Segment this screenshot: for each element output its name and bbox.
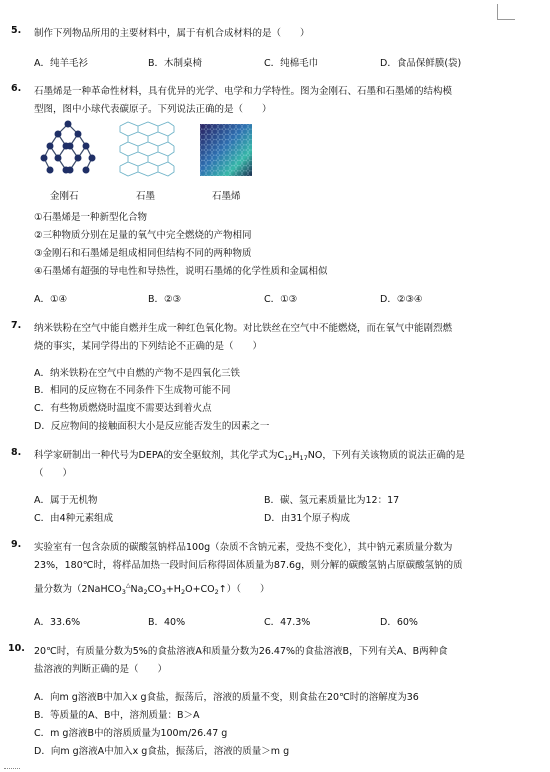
option-c: C．47.3% xyxy=(264,617,311,628)
option-d: D．60% xyxy=(380,617,418,628)
option-a: A．向m g溶液B中加入x g食盐，振荡后，溶液的质量不变，则食盐在20℃时的溶解度为36 xyxy=(34,692,419,703)
statement-1: ①石墨烯是一种新型化合物 xyxy=(34,212,148,223)
question-number: 6. xyxy=(11,83,22,94)
option-a: A．纯羊毛衫 xyxy=(34,58,88,69)
question-stem-line-1: 实验室有一包含杂质的碳酸氢钠样品100g（杂质不含钠元素，受热不变化），其中钠元素质量分数为 xyxy=(34,542,453,553)
diamond-structure-image xyxy=(38,118,98,178)
option-a: A．属于无机物 xyxy=(34,495,98,506)
option-c: C．m g溶液B中的溶质质量为100m/26.47 g xyxy=(34,728,228,739)
option-a: A．33.6% xyxy=(34,617,81,628)
question-stem-line-1: 科学家研制出一种代号为DEPA的安全驱蚊剂，其化学式为$C_{12}H_{17}NO$，下列有关该物质的说法正确的是 xyxy=(34,450,465,462)
page-footer-mark xyxy=(4,765,20,769)
graphite-structure-image xyxy=(116,118,178,180)
option-c: C．①③ xyxy=(264,294,298,305)
option-b: B．40% xyxy=(148,617,186,628)
option-b: B．碳、氢元素质量比为12：17 xyxy=(264,495,400,506)
question-stem-line-1: 20℃时，有质量分数为5%的食盐溶液A和质量分数为26.47%的食盐溶液B，下列有关A、B两种食 xyxy=(34,646,448,657)
option-a: A．①④ xyxy=(34,294,68,305)
question-number: 8. xyxy=(11,447,22,458)
option-d: D．由31个原子构成 xyxy=(264,513,350,524)
question-number: 9. xyxy=(11,539,22,550)
question-stem-line-1: 纳米铁粉在空气中能自燃并生成一种红色氧化物。对比铁丝在空气中不能燃烧，而在氧气中能剧烈燃 xyxy=(34,323,453,334)
option-a: A．纳米铁粉在空气中自燃的产物不是四氧化三铁 xyxy=(34,368,240,379)
option-d: D．向m g溶液A中加入x g食盐，振荡后，溶液的质量＞m g xyxy=(34,746,290,757)
option-c: C．有些物质燃烧时温度不需要达到着火点 xyxy=(34,403,212,414)
question-number: 10. xyxy=(8,643,25,654)
question-stem-line-2: （ ） xyxy=(34,468,73,479)
option-c: C．由4种元素组成 xyxy=(34,513,114,524)
question-stem-line-2: 盐溶液的判断正确的是（ ） xyxy=(34,664,168,675)
option-b: B．②③ xyxy=(148,294,182,305)
caption-graphite: 石墨 xyxy=(136,191,156,202)
option-d: D．食品保鲜膜(袋) xyxy=(380,58,462,69)
question-number: 5. xyxy=(11,25,22,36)
option-c: C．纯棉毛巾 xyxy=(264,58,319,69)
question-stem: 制作下列物品所用的主要材料中，属于有机合成材料的是（ ） xyxy=(34,28,310,39)
question-stem-line-2: 型图，图中小球代表碳原子。下列说法正确的是（ ） xyxy=(34,104,272,115)
heat-triangle-icon: △ xyxy=(125,582,131,589)
statement-3: ③金刚石和石墨烯是组成相同但结构不同的两种物质 xyxy=(34,248,252,259)
option-b: B．等质量的A、B中，溶剂质量：B＞A xyxy=(34,710,200,721)
caption-diamond: 金刚石 xyxy=(50,191,79,202)
option-d: D．反应物间的接触面积大小是反应能否发生的因素之一 xyxy=(34,421,270,432)
option-b: B．木制桌椅 xyxy=(148,58,203,69)
option-d: D．②③④ xyxy=(380,294,423,305)
option-b: B．相同的反应物在不同条件下生成物可能不同 xyxy=(34,385,231,396)
question-stem-line-2: 23%，180℃时，将样品加热一段时间后称得固体质量为87.6g，则分解的碳酸氢钠占原碳酸氢钠的质 xyxy=(34,560,463,571)
page-corner-mark xyxy=(497,4,515,20)
question-stem-line-3: 量分数为$(2NaHCO_3^\triangle Na_2CO_3+H_2O+CO_2↑)$（ ） xyxy=(34,582,270,596)
question-stem-line-2: 烧的事实，某同学得出的下列结论不正确的是（ ） xyxy=(34,341,263,352)
question-number: 7. xyxy=(11,320,22,331)
statement-2: ②三种物质分别在足量的氧气中完全燃烧的产物相同 xyxy=(34,230,252,241)
caption-graphene: 石墨烯 xyxy=(212,191,241,202)
statement-4: ④石墨烯有超强的导电性和导热性，说明石墨烯的化学性质和金属相似 xyxy=(34,266,328,277)
graphene-structure-image xyxy=(200,124,252,176)
question-stem-line-1: 石墨烯是一种革命性材料，具有优异的光学、电学和力学特性。图为金刚石、石墨和石墨烯的结构模 xyxy=(34,86,453,97)
